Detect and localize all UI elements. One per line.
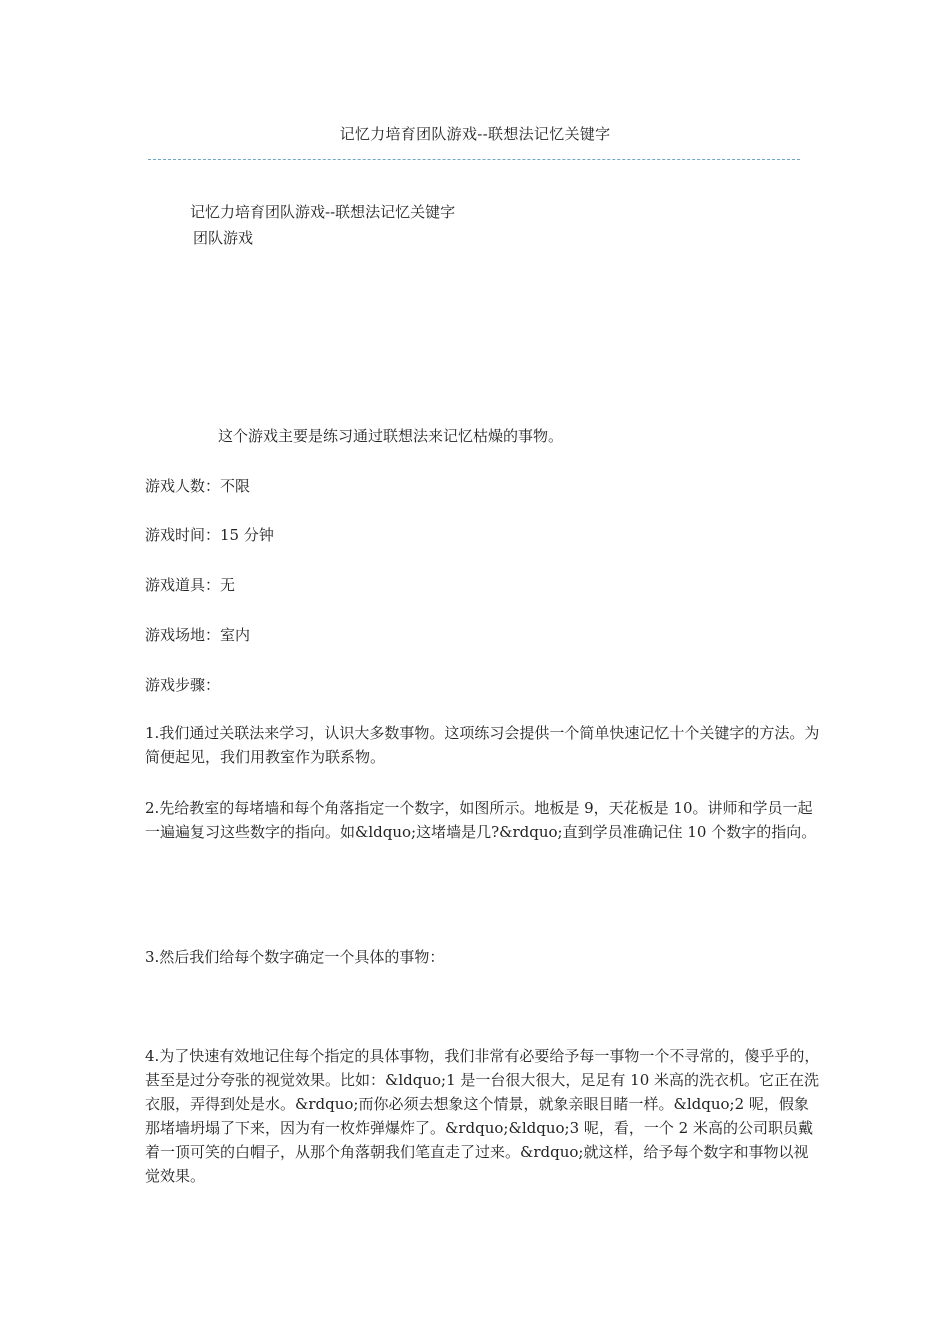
document-subtitle: 团队游戏 bbox=[193, 229, 254, 247]
step-4-paragraph: 4.为了快速有效地记住每个指定的具体事物，我们非常有必要给予每一事物一个不寻常的，傻乎乎的，甚至是过分夸张的视觉效果。比如：&ldquo;1 是一台很大很大，足足有 10 米高的洗衣机。它正在洗衣服，弄得到处是水。&rdquo;而你必须去想象这个情景，就象亲眼目睹一样。&ldquo;2 呢，假象那堵墙坍塌了下来，因为有一枚炸弹爆炸了。&rdquo;&ldquo;3 呢，看，一个 2 米高的公司职员戴着一顶可笑的白帽子，从那个角落朝我们笔直走了过来。&rdquo;就这样，给予每个数字和事物以视觉效果。 bbox=[145, 1047, 820, 1185]
duration-line: 游戏时间：15 分钟 bbox=[145, 526, 274, 544]
venue-line: 游戏场地：室内 bbox=[145, 626, 251, 644]
header-divider bbox=[148, 159, 800, 160]
intro-paragraph: 这个游戏主要是练习通过联想法来记忆枯燥的事物。 bbox=[218, 427, 564, 445]
page-header-title: 记忆力培育团队游戏--联想法记忆关键字 bbox=[339, 125, 611, 143]
document-title: 记忆力培育团队游戏--联想法记忆关键字 bbox=[190, 203, 456, 221]
props-line: 游戏道具：无 bbox=[145, 576, 236, 594]
step-1-paragraph: 1.我们通过关联法来学习，认识大多数事物。这项练习会提供一个简单快速记忆十个关键字的方法。为简便起见，我们用教室作为联系物。 bbox=[145, 724, 820, 766]
step-2-paragraph: 2.先给教室的每堵墙和每个角落指定一个数字，如图所示。地板是 9，天花板是 10。讲师和学员一起一遍遍复习这些数字的指向。如&ldquo;这堵墙是几?&rdquo;直到学员准确记住 10 个数字的指向。 bbox=[145, 799, 817, 841]
step-3-paragraph: 3.然后我们给每个数字确定一个具体的事物： bbox=[145, 948, 445, 966]
steps-heading: 游戏步骤： bbox=[145, 676, 221, 694]
players-line: 游戏人数：不限 bbox=[145, 477, 251, 495]
